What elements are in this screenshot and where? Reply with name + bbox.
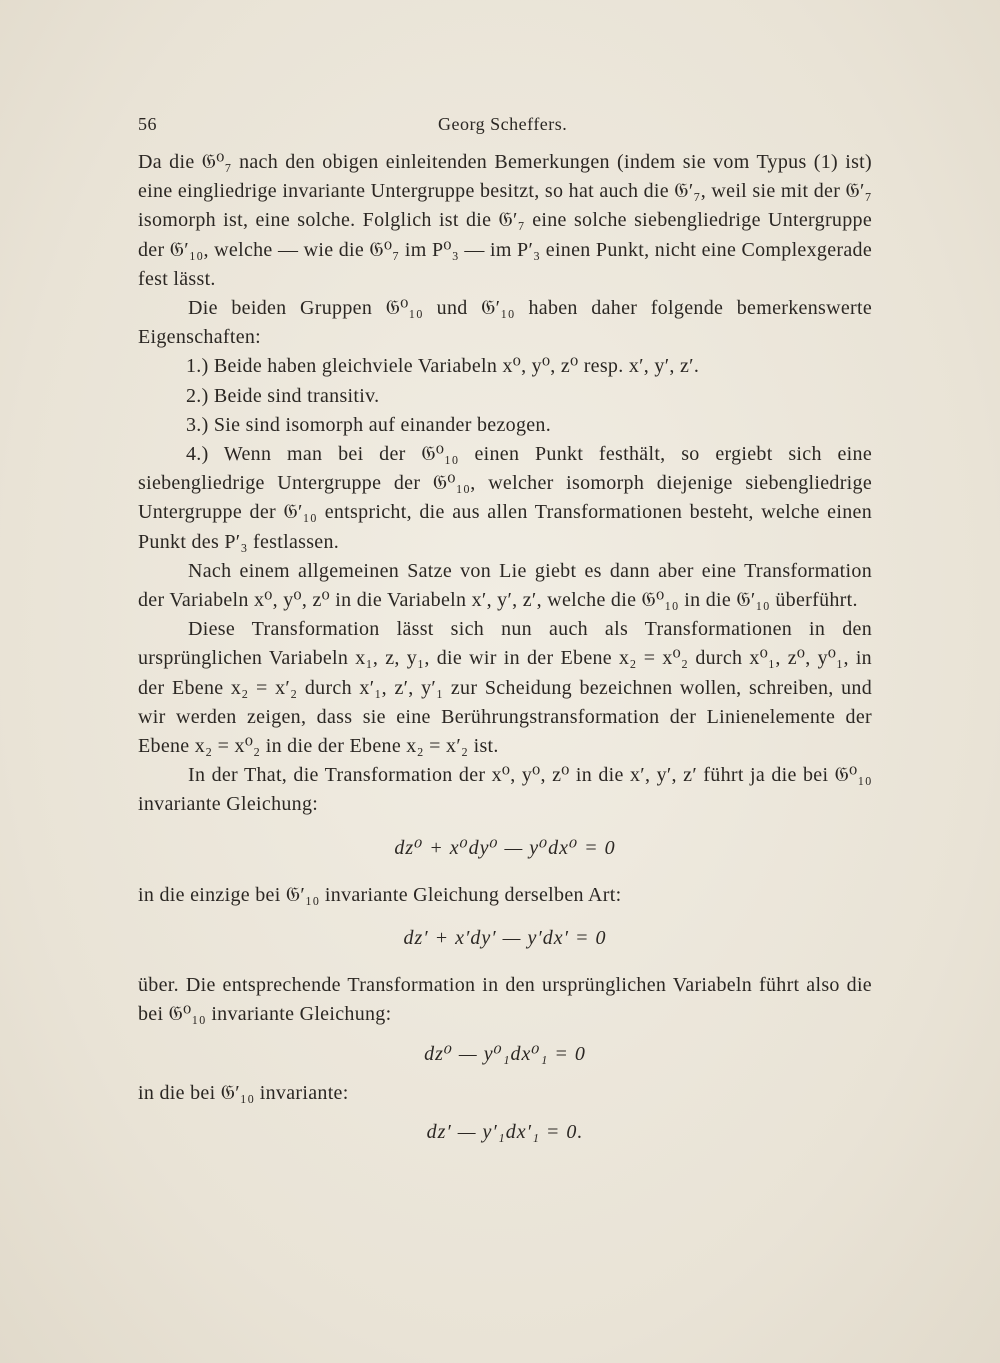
paragraph-8-lead: in die bei 𝔊′₁₀ invariante: xyxy=(138,1081,349,1104)
running-head xyxy=(138,108,872,148)
list-item-4: 4.) Wenn man bei der 𝔊⁰₁₀ einen Punkt festhält, so ergiebt sich eine siebengliedrige Untergruppe der 𝔊⁰₁₀, welcher isomorph diejenige siebengliedrige Untergruppe der 𝔊′₁₀ entspricht, die aus allen Transformationen besteht, welche einen Punkt des P′₃ festlassen. xyxy=(138,443,872,553)
list-item-1: 1.) Beide haben gleichviele Variabeln x⁰, y⁰, z⁰ resp. x′, y′, z′. xyxy=(186,355,700,378)
paragraph-3: Nach einem allgemeinen Satze von Lie giebt es dann aber eine Transformation der Variabeln x⁰, y⁰, z⁰ in die Variabeln x′, y′, z′, welche die 𝔊⁰₁₀ in die 𝔊′₁₀ überführt. xyxy=(138,559,872,612)
paragraph-4: Diese Transformation lässt sich nun auch als Transformationen in den ursprünglichen Variabeln x₁, z, y₁, die wir in der Ebene x₂ = x⁰₂ durch x⁰₁, z⁰, y⁰₁, in der Ebene x₂ = x′₂ durch x′₁, z′, y′₁ zur Scheidung bezeichnen wollen, schreiben, und wir werden zeigen, dass sie eine Berührungstransformation der Linienelemente der Ebene x₂ = x⁰₂ in die der Ebene x₂ = x′₂ ist. xyxy=(138,618,872,758)
page-number: 56 xyxy=(138,114,157,134)
paragraph-6: in die einzige bei 𝔊′₁₀ invariante Gleichung derselben Art: xyxy=(138,883,622,906)
paragraph-7: über. Die entsprechende Transformation in den ursprünglichen Variabeln führt also die bei 𝔊⁰₁₀ invariante Gleichung: xyxy=(138,974,872,1026)
equation-2: dz′ + x′dy′ — y′dx′ = 0 xyxy=(403,927,607,950)
paragraph-2: Die beiden Gruppen 𝔊⁰₁₀ und 𝔊′₁₀ haben daher folgende bemerkenswerte Eigenschaften: xyxy=(138,297,872,349)
paragraph-1: Da die 𝔊⁰₇ nach den obigen einleitenden Bemerkungen (indem sie vom Typus (1) ist) eine eingliedrige invariante Untergruppe besitzt, so hat auch die 𝔊′₇, weil sie mit der 𝔊′₇ isomorph ist, eine solche. Folglich ist die 𝔊′₇ eine solche siebengliedrige Untergruppe der 𝔊′₁₀, welche — wie die 𝔊⁰₇ im P⁰₃ — im P′₃ einen Punkt, nicht eine Complexgerade fest lässt. xyxy=(138,151,872,290)
body-text xyxy=(138,148,872,1147)
paragraph-5: In der That, die Transformation der x⁰, y⁰, z⁰ in die x′, y′, z′ führt ja die bei 𝔊⁰₁₀ invariante Gleichung: xyxy=(138,764,872,816)
list-item-3: 3.) Sie sind isomorph auf einander bezogen. xyxy=(186,413,552,436)
equation-4: dz′ — y′₁dx′₁ = 0. xyxy=(426,1121,584,1144)
equation-3: dz⁰ — y⁰₁dx⁰₁ = 0 xyxy=(424,1042,586,1065)
running-head-author: Georg Scheffers. xyxy=(438,114,568,134)
list-item-2: 2.) Beide sind transitiv. xyxy=(186,384,380,407)
equation-4-line xyxy=(138,1079,872,1108)
equation-1: dz⁰ + x⁰dy⁰ — y⁰dx⁰ = 0 xyxy=(394,836,616,859)
